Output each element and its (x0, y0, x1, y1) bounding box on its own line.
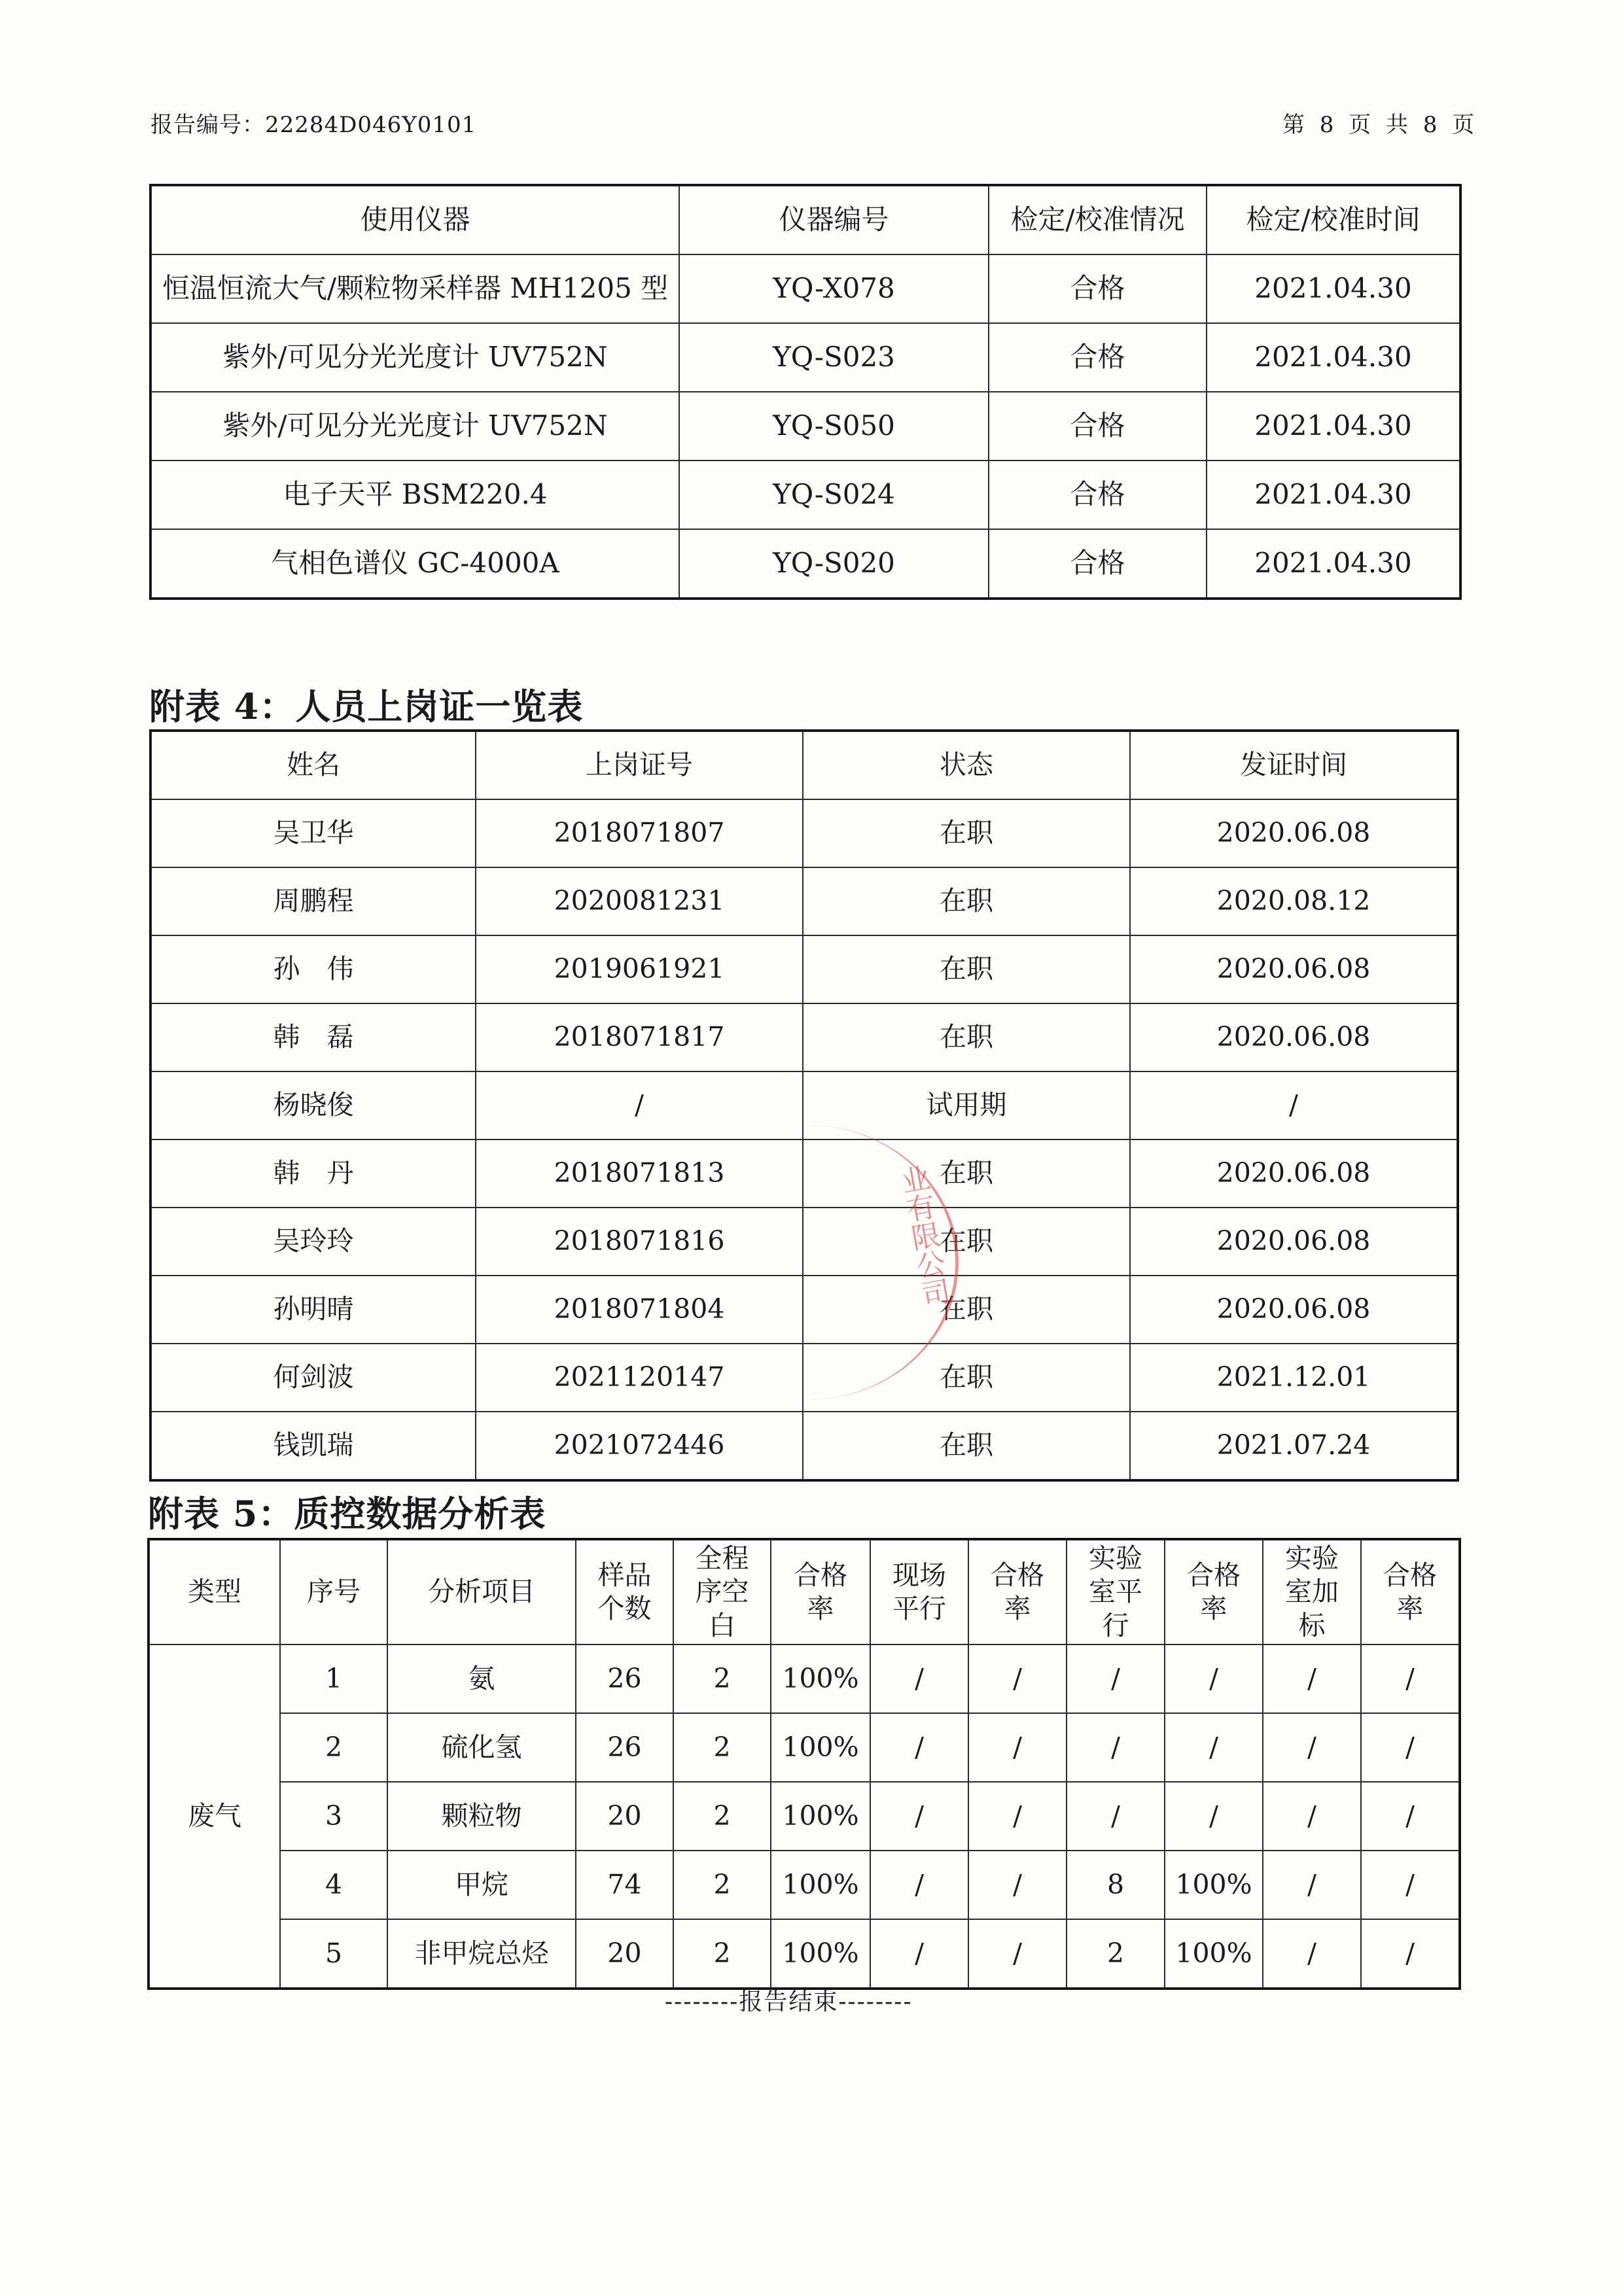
column-header: 合格率 (771, 1540, 870, 1644)
table-cell: YQ-S050 (679, 392, 989, 461)
table-cell: / (1165, 1713, 1263, 1782)
table-cell: 2021120147 (476, 1344, 803, 1412)
table-cell: 氨 (387, 1644, 576, 1713)
table-cell: 2020.06.08 (1130, 1139, 1457, 1208)
table-cell: 2020.06.08 (1130, 935, 1457, 1003)
table-cell: 2 (673, 1644, 771, 1713)
column-header: 合格率 (968, 1540, 1067, 1644)
table-cell: 在职 (803, 867, 1130, 935)
table-cell: / (870, 1713, 968, 1782)
table-cell: 2018071807 (476, 799, 803, 867)
table-cell: / (1361, 1782, 1459, 1851)
table-cell: / (870, 1919, 968, 1988)
table-row (151, 867, 1457, 935)
column-header: 实验室平行 (1067, 1540, 1165, 1644)
table-cell: 在职 (803, 1139, 1130, 1208)
table-cell: 26 (576, 1644, 673, 1713)
table-row (151, 799, 1457, 867)
table-cell: / (1165, 1782, 1263, 1851)
table-cell: / (870, 1644, 968, 1713)
table-cell: / (1263, 1851, 1361, 1919)
table-cell: 8 (1067, 1851, 1165, 1919)
table-cell: / (1263, 1919, 1361, 1988)
page-number: 第 8 页 共 8 页 (1282, 112, 1479, 138)
table-cell: 2021.12.01 (1130, 1344, 1457, 1412)
column-header: 仪器编号 (679, 186, 989, 254)
table-cell: 2021.04.30 (1207, 461, 1460, 529)
instrument-table (150, 185, 1460, 599)
table-row (151, 254, 1460, 323)
table-cell: 颗粒物 (387, 1782, 576, 1851)
table-cell: 在职 (803, 1344, 1130, 1412)
table-cell: 2018071816 (476, 1208, 803, 1276)
table-cell: / (476, 1071, 803, 1139)
table-cell: 2 (280, 1713, 387, 1782)
table-row (151, 1208, 1457, 1276)
table-cell: / (1067, 1782, 1165, 1851)
table-cell: 恒温恒流大气/颗粒物采样器 MH1205 型 (151, 254, 679, 323)
table-cell: / (1130, 1071, 1457, 1139)
table-cell: 74 (576, 1851, 673, 1919)
table-cell: 2 (673, 1851, 771, 1919)
table-row (151, 1071, 1457, 1139)
table-cell: 100% (771, 1644, 870, 1713)
table-cell: 孙明晴 (151, 1276, 476, 1344)
table-cell: 甲烷 (387, 1851, 576, 1919)
table-cell: 5 (280, 1919, 387, 1988)
table-row (151, 935, 1457, 1003)
column-header: 发证时间 (1130, 731, 1457, 799)
table-cell: 紫外/可见分光光度计 UV752N (151, 323, 679, 392)
table-row (149, 1713, 1459, 1782)
column-header: 使用仪器 (151, 186, 679, 254)
column-header: 合格率 (1165, 1540, 1263, 1644)
table-cell: 2021.04.30 (1207, 323, 1460, 392)
table-cell: 100% (771, 1919, 870, 1988)
column-header: 现场平行 (870, 1540, 968, 1644)
table-cell: / (1361, 1644, 1459, 1713)
table-cell: 合格 (989, 529, 1207, 598)
table-cell: 100% (1165, 1919, 1263, 1988)
column-header: 类型 (149, 1540, 280, 1644)
table-cell: 在职 (803, 1208, 1130, 1276)
table-cell: 2018071813 (476, 1139, 803, 1208)
table-row (149, 1851, 1459, 1919)
table-row (151, 1139, 1457, 1208)
table-cell: / (968, 1713, 1067, 1782)
table-cell: 26 (576, 1713, 673, 1782)
table-cell: 2 (673, 1919, 771, 1988)
table-cell: 钱凯瑞 (151, 1412, 476, 1480)
table-cell: 2021.04.30 (1207, 254, 1460, 323)
table-cell: 2021.07.24 (1130, 1412, 1457, 1480)
report-end-marker: --------报告结束-------- (665, 1989, 913, 2015)
table-row (151, 461, 1460, 529)
column-header: 序号 (280, 1540, 387, 1644)
table-cell: 吴玲玲 (151, 1208, 476, 1276)
table-cell: 2 (673, 1713, 771, 1782)
category-cell: 废气 (149, 1644, 280, 1988)
column-header: 合格率 (1361, 1540, 1459, 1644)
table-row (151, 529, 1460, 598)
table-cell: 合格 (989, 323, 1207, 392)
table-cell: / (1263, 1713, 1361, 1782)
table-cell: / (870, 1782, 968, 1851)
table-cell: YQ-S023 (679, 323, 989, 392)
table-cell: / (1263, 1644, 1361, 1713)
table-cell: 硫化氢 (387, 1713, 576, 1782)
table-cell: / (1361, 1919, 1459, 1988)
table-row (151, 323, 1460, 392)
column-header: 状态 (803, 731, 1130, 799)
table-cell: 2020081231 (476, 867, 803, 935)
table-cell: 2018071817 (476, 1003, 803, 1071)
table-cell: 吴卫华 (151, 799, 476, 867)
table-cell: / (968, 1851, 1067, 1919)
column-header: 实验室加标 (1263, 1540, 1361, 1644)
table-cell: 在职 (803, 1412, 1130, 1480)
table-cell: 非甲烷总烃 (387, 1919, 576, 1988)
seal-text: 业有限公司 (894, 1162, 952, 1310)
table-cell: 韩 丹 (151, 1139, 476, 1208)
table-row (151, 1003, 1457, 1071)
column-header: 上岗证号 (476, 731, 803, 799)
report-number: 报告编号：22284D046Y0101 (150, 112, 477, 138)
table-cell: 合格 (989, 461, 1207, 529)
table-cell: / (1165, 1644, 1263, 1713)
table-cell: 试用期 (803, 1071, 1130, 1139)
table-cell: 电子天平 BSM220.4 (151, 461, 679, 529)
table-cell: 孙 伟 (151, 935, 476, 1003)
table-cell: 20 (576, 1919, 673, 1988)
table-cell: 100% (1165, 1851, 1263, 1919)
table-cell: 2020.06.08 (1130, 1208, 1457, 1276)
table-cell: 2018071804 (476, 1276, 803, 1344)
table-cell: / (870, 1851, 968, 1919)
table-cell: / (1361, 1713, 1459, 1782)
qc-table-title: 附表 5：质控数据分析表 (148, 1493, 546, 1535)
table-cell: 何剑波 (151, 1344, 476, 1412)
column-header: 样品个数 (576, 1540, 673, 1644)
table-cell: YQ-X078 (679, 254, 989, 323)
table-cell: 2020.06.08 (1130, 799, 1457, 867)
table-row (149, 1644, 1459, 1713)
table-cell: / (968, 1919, 1067, 1988)
table-cell: 20 (576, 1782, 673, 1851)
table-cell: 2020.06.08 (1130, 1003, 1457, 1071)
table-cell: 在职 (803, 1276, 1130, 1344)
table-cell: 气相色谱仪 GC-4000A (151, 529, 679, 598)
table-cell: / (968, 1782, 1067, 1851)
table-cell: 2019061921 (476, 935, 803, 1003)
table-row (151, 1344, 1457, 1412)
table-cell: 100% (771, 1713, 870, 1782)
table-cell: 2 (673, 1782, 771, 1851)
table-cell: 2021.04.30 (1207, 392, 1460, 461)
personnel-table-title: 附表 4：人员上岗证一览表 (149, 686, 584, 727)
personnel-table (150, 731, 1458, 1480)
table-cell: 合格 (989, 254, 1207, 323)
table-cell: 在职 (803, 1003, 1130, 1071)
table-cell: YQ-S020 (679, 529, 989, 598)
table-cell: 100% (771, 1851, 870, 1919)
table-cell: / (1361, 1851, 1459, 1919)
table-cell: 4 (280, 1851, 387, 1919)
table-row (149, 1782, 1459, 1851)
table-cell: 1 (280, 1644, 387, 1713)
table-cell: 合格 (989, 392, 1207, 461)
table-cell: 100% (771, 1782, 870, 1851)
table-cell: / (1067, 1713, 1165, 1782)
table-cell: 2021072446 (476, 1412, 803, 1480)
table-cell: / (968, 1644, 1067, 1713)
table-row (151, 1276, 1457, 1344)
column-header: 检定/校准情况 (989, 186, 1207, 254)
table-cell: 在职 (803, 799, 1130, 867)
column-header: 检定/校准时间 (1207, 186, 1460, 254)
column-header: 全程序空白 (673, 1540, 771, 1644)
table-cell: 周鹏程 (151, 867, 476, 935)
column-header: 姓名 (151, 731, 476, 799)
table-cell: 在职 (803, 935, 1130, 1003)
table-cell: 韩 磊 (151, 1003, 476, 1071)
table-cell: 紫外/可见分光光度计 UV752N (151, 392, 679, 461)
table-row (151, 392, 1460, 461)
table-cell: YQ-S024 (679, 461, 989, 529)
table-cell: / (1263, 1782, 1361, 1851)
table-cell: 2021.04.30 (1207, 529, 1460, 598)
table-cell: 2020.06.08 (1130, 1276, 1457, 1344)
table-cell: 2020.08.12 (1130, 867, 1457, 935)
table-cell: 2 (1067, 1919, 1165, 1988)
table-cell: 3 (280, 1782, 387, 1851)
table-row (149, 1919, 1459, 1988)
column-header: 分析项目 (387, 1540, 576, 1644)
qc-table (149, 1539, 1460, 1989)
table-cell: 杨晓俊 (151, 1071, 476, 1139)
table-row (151, 1412, 1457, 1480)
table-cell: / (1067, 1644, 1165, 1713)
